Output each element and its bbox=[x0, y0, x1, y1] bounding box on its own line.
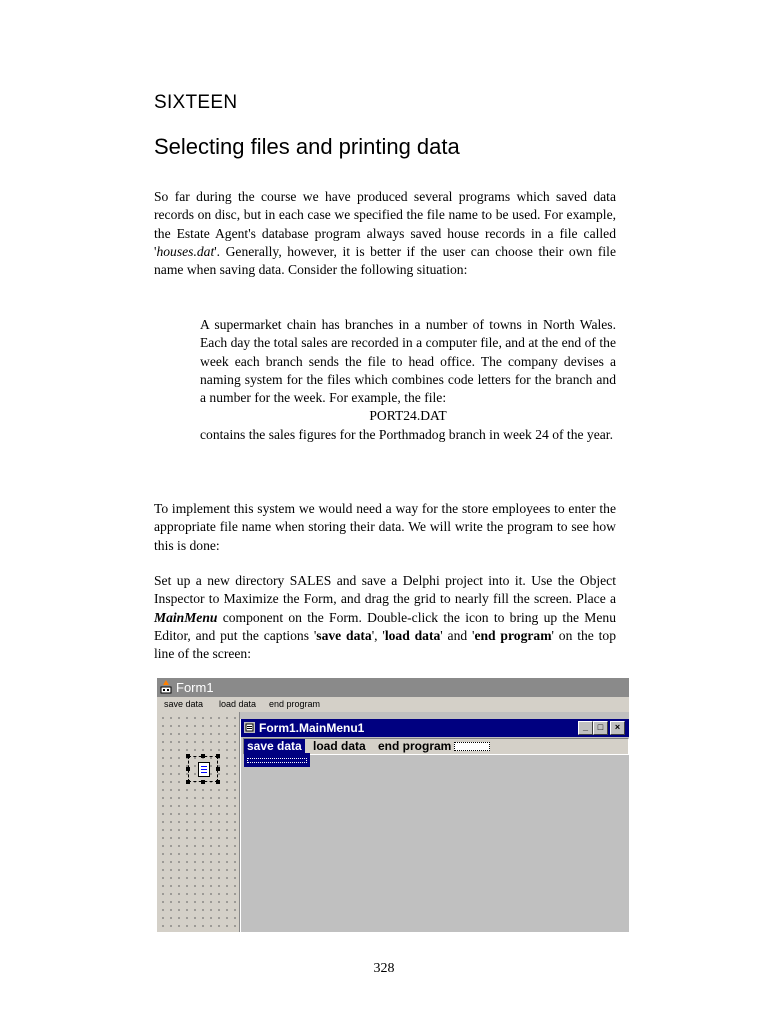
close-button[interactable]: × bbox=[610, 721, 625, 735]
menu-editor-window bbox=[240, 719, 629, 932]
selection-handle[interactable] bbox=[216, 767, 220, 771]
form-menu-save[interactable]: save data bbox=[164, 699, 204, 709]
menu-glyph-icon bbox=[198, 762, 210, 777]
selection-handle[interactable] bbox=[216, 780, 220, 784]
selection-handle[interactable] bbox=[186, 780, 190, 784]
intro-paragraph bbox=[154, 188, 616, 279]
example-filename: PORT24.DAT bbox=[369, 408, 447, 424]
form-menu-load[interactable]: load data bbox=[219, 699, 257, 709]
instr-text-c: ', ' bbox=[371, 627, 385, 643]
selection-handle[interactable] bbox=[201, 780, 205, 784]
quote-paragraph bbox=[200, 316, 616, 444]
form-title: Form1 bbox=[176, 680, 214, 695]
selection-handle[interactable] bbox=[216, 754, 220, 758]
maximize-button[interactable]: □ bbox=[593, 721, 608, 735]
editor-menu-save[interactable]: save data bbox=[244, 739, 305, 754]
implementation-paragraph: To implement this system we would need a way for the store employees to enter the appropriate file name when storing their data. We will write the program to see how this is done: bbox=[154, 501, 616, 553]
mainmenu-component-icon[interactable] bbox=[188, 756, 218, 782]
instr-text-b: component on the Form. Double-click the icon to bring up the Menu Editor, and put the captions ' bbox=[154, 609, 616, 643]
quote-text-1: A supermarket chain has branches in a number of towns in North Wales. Each day the total sales are recorded in a computer file, and at the end of the week each branch sends the file to head office. The company devises a naming system for the files which combines code letters for the branch and a number for the week. For example, the file: bbox=[200, 317, 616, 406]
quote-text-2: contains the sales figures for the Porthmadog branch in week 24 of the year. bbox=[200, 426, 613, 442]
page-number: 328 bbox=[373, 961, 395, 976]
component-name: MainMenu bbox=[154, 609, 218, 625]
caption-save: save data bbox=[316, 627, 372, 643]
filename-text: houses.dat bbox=[156, 243, 215, 259]
editor-menu-new-item[interactable] bbox=[454, 742, 490, 751]
caption-load: load data bbox=[384, 627, 441, 643]
form-titlebar bbox=[157, 678, 629, 697]
instr-text-a: Set up a new directory SALES and save a Delphi project into it. Use the Object Inspector to Maximize the Form, and drag the grid to nearly fill the screen. Place a bbox=[154, 573, 616, 607]
selection-handle[interactable] bbox=[186, 767, 190, 771]
intro-text-2: '. Generally, however, it is better if the user can choose their own file name when saving data. Consider the following situation: bbox=[154, 243, 616, 278]
selection-handle[interactable] bbox=[201, 754, 205, 758]
instr-text-e: ' on the top line of the screen: bbox=[154, 627, 617, 662]
form-icon bbox=[160, 680, 172, 694]
instructions-paragraph bbox=[154, 572, 616, 663]
form-design-grid bbox=[157, 712, 240, 932]
submenu-new-item[interactable] bbox=[244, 753, 310, 767]
chapter-heading: SIXTEEN bbox=[154, 92, 238, 113]
delphi-screenshot bbox=[157, 678, 629, 932]
menu-editor-icon bbox=[244, 722, 255, 733]
form-menubar bbox=[157, 697, 629, 712]
menu-editor-titlebar[interactable] bbox=[241, 719, 629, 737]
editor-menu-load[interactable]: load data bbox=[313, 739, 366, 753]
menu-editor-body bbox=[243, 767, 627, 932]
caption-end: end program bbox=[474, 627, 552, 643]
page-title: Selecting files and printing data bbox=[154, 134, 460, 159]
form-menu-end[interactable]: end program bbox=[269, 699, 321, 709]
intro-text-1: So far during the course we have produced several programs which saved data records on disc, but in each case we specified the file name to be used. For example, the Estate Agent's database program always saved house records in a file called ' bbox=[154, 189, 616, 259]
editor-menu-end[interactable]: end program bbox=[378, 739, 452, 753]
selection-handle[interactable] bbox=[186, 754, 190, 758]
menu-editor-title: Form1.MainMenu1 bbox=[259, 721, 365, 735]
instr-text-d: ' and ' bbox=[440, 627, 475, 643]
minimize-button[interactable]: _ bbox=[578, 721, 593, 735]
